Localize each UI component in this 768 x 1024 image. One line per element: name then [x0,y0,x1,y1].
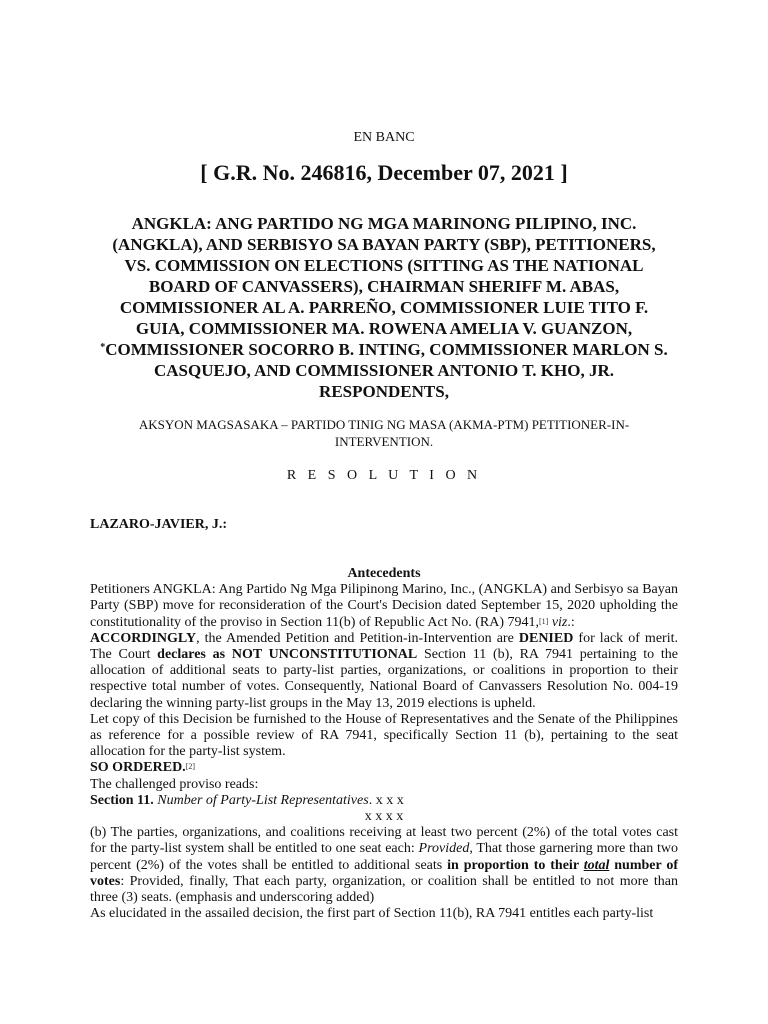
intervenor-line: INTERVENTION. [334,434,434,449]
parties-line: COMMISSIONER AL A. PARREÑO, COMMISSIONER LUIE TITO F. [119,298,649,317]
paragraph-text: Section 11 (b), RA 7941 pertaining to the allocation of additional seats to party-list parties, organizations, or coalitions in proportion to their respective total number of votes. Consequently, National Board of Canvassers Resolution No. 004-19 declaring the winning party-list groups in the May 13, 2019 elections is upheld. [90,647,678,711]
bold-text: number of votes [90,857,679,889]
paragraph-text: . x x x [368,792,404,808]
ellipsis-line: x x x x [364,809,404,825]
paragraph-text: , the Amended Petition and Petition-in-Intervention are [196,630,519,646]
paragraph-furnish: Let copy of this Decision be furnished to the House of Representatives and the Senate of the Philippines as reference for a possible review of RA 7941, specifically Section 11 (b), pertaining to the seat allocation for the party-list system. [90,711,678,760]
paragraph-text: .: [567,614,575,630]
paragraph-dispositive [90,631,678,712]
paragraph-text: Petitioners ANGKLA: Ang Partido Ng Mga Pilipinong Marino, Inc., (ANGKLA) and Serbisyo sa Bayan Party (SBP) move for reconsideration of the Court's Decision dated September 15, 2020 upholding the constitutionality of the proviso in Section 11(b) of Republic Act No. (RA) 7941, [90,582,678,630]
bold-text: SO ORDERED. [90,760,186,776]
paragraph-text: , That those garnering more than two percent (2%) of the votes shall be entitled to additional seats [90,841,679,873]
parties-line: VS. COMMISSION ON ELECTIONS (SITTING AS THE NATIONAL [124,256,644,275]
intervenor [90,416,678,450]
footnote-ref[interactable]: [1] [538,616,549,626]
bold-text: Section 11. [90,792,154,808]
bold-text: in proportion to their [447,857,584,873]
parties-line: BOARD OF CANVASSERS), CHAIRMAN SHERIFF M. ABAS, [148,277,620,296]
footnote-asterisk[interactable]: * [100,342,106,353]
court-division: EN BANC [353,130,415,145]
paragraph-elucidation: As elucidated in the assailed decision, the first part of Section 11(b), RA 7941 entitles each party-list [90,906,654,922]
ponente: LAZARO-JAVIER, J.: [90,517,228,532]
parties-line: CASQUEJO, AND COMMISSIONER ANTONIO T. KHO, JR. [153,361,614,380]
paragraph-text: for lack of merit. The Court [90,630,678,663]
section-heading: Antecedents [347,566,421,581]
parties-line: (ANGKLA), AND SERBISYO SA BAYAN PARTY (SBP), PETITIONERS, [112,235,656,254]
case-number: [ G.R. No. 246816, December 07, 2021 ] [200,160,568,185]
bold-text: ACCORDINGLY [90,630,197,646]
emphasis-text: total [583,857,610,873]
paragraph-text: : Provided, finally, That each party, organization, or coalition shall be entitled to not more than three (3) seats. (emphasis and underscoring added) [90,873,678,906]
parties-line: GUIA, COMMISSIONER MA. ROWENA AMELIA V. GUANZON, [135,319,633,338]
italic-text: Provided [418,841,470,857]
parties-line-text: COMMISSIONER SOCORRO B. INTING, COMMISSIONER MARLON S. [105,340,668,359]
italic-text: viz [551,614,568,630]
parties-line [84,339,684,360]
case-parties [84,213,684,402]
paragraph-text: (b) The parties, organizations, and coalitions receiving at least two percent (2%) of the total votes cast for the party-list system shall be entitled to one seat each: [90,825,678,857]
paragraph-antecedents [90,582,678,631]
parties-line: ANGKLA: ANG PARTIDO NG MGA MARINONG PILIPINO, INC. [131,214,637,233]
italic-text: Number of Party-List Representatives [153,792,369,808]
body-text [90,566,678,922]
bold-text: DENIED [518,630,574,646]
paragraph-proviso [90,825,678,906]
intervenor-line: AKSYON MAGSASAKA – PARTIDO TINIG NG MASA (AKMA-PTM) PETITIONER-IN- [138,417,630,432]
paragraph-proviso-intro: The challenged proviso reads: [90,776,259,792]
footnote-ref[interactable]: [2] [185,762,196,772]
document-type: R E S O L U T I O N [286,468,482,483]
paragraph-section-title [90,793,678,809]
bold-text: declares as NOT UNCONSTITUTIONAL [157,647,418,663]
paragraph-so-ordered [90,760,678,776]
parties-line: RESPONDENTS, [319,382,449,401]
